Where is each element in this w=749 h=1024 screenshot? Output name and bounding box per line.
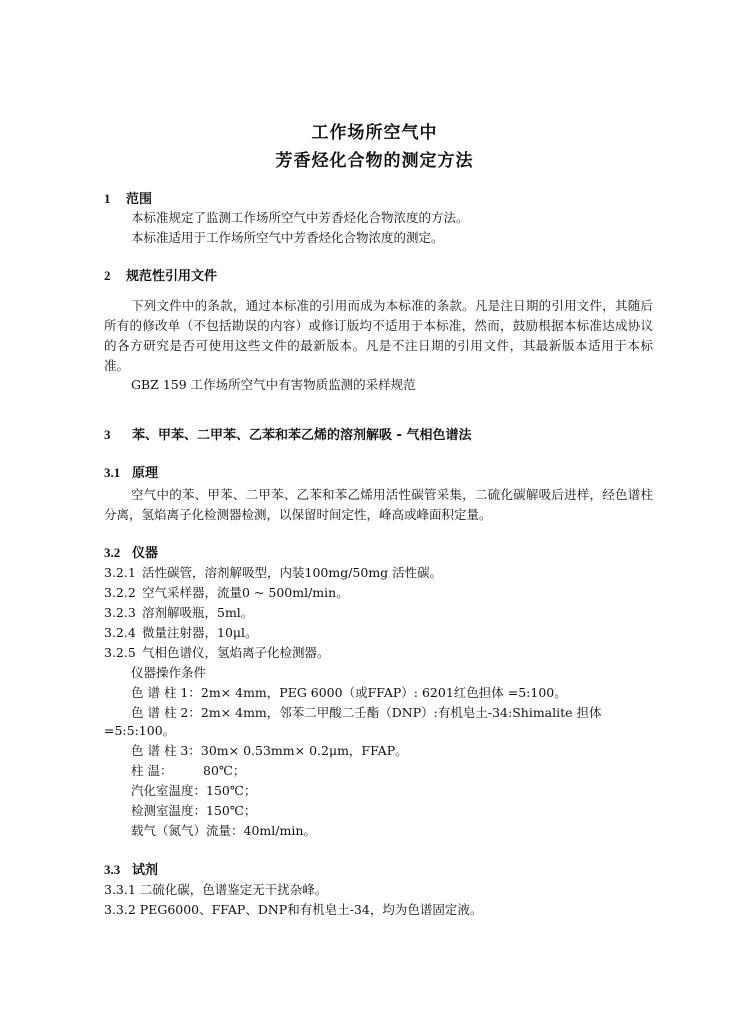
subsection-number: 3.1: [104, 465, 121, 480]
doc-title-line1: 工作场所空气中: [311, 123, 438, 143]
item-text: 微量注射器，10μl。: [142, 625, 258, 640]
item-text: PEG6000、FFAP、DNP和有机皂土-34，均为色谱固定液。: [139, 902, 483, 917]
carrier-gas-flow-value: 40ml/min。: [243, 823, 316, 838]
subsection-number: 3.2: [104, 545, 121, 560]
section-3-heading: [104, 426, 471, 445]
column-temperature-label: 柱 温：: [131, 763, 173, 778]
carrier-gas-flow: [131, 822, 316, 840]
column-temperature: [131, 762, 245, 780]
detector-temperature-value: 150℃；: [206, 803, 257, 818]
item-number: 3.3.1: [104, 882, 136, 897]
section-1-heading: [104, 190, 152, 209]
vaporizer-temperature-label: 汽化室温度：: [131, 783, 207, 798]
reagent-item: [104, 901, 482, 919]
vaporizer-temperature-value: 150℃；: [206, 783, 257, 798]
subsection-3-1-heading: [104, 464, 158, 483]
section-number: 1: [104, 191, 111, 206]
section-1-paragraph-1: 本标准规定了监测工作场所空气中芳香烃化合物浓度的方法。: [131, 210, 469, 225]
detector-temperature: [131, 802, 256, 820]
item-text: 空气采样器，流量0 ~ 500ml/min。: [142, 585, 349, 600]
item-number: 3.2.4: [104, 625, 136, 640]
section-number: 3: [104, 427, 111, 442]
column-2-spec-line2: =5:5:100。: [104, 723, 176, 738]
item-number: 3.2.3: [104, 605, 136, 620]
item-number: 3.2.1: [104, 565, 136, 580]
column-3-spec: 色 谱 柱 3：30m× 0.53mm× 0.2μm，FFAP。: [131, 743, 408, 758]
item-text: 气相色谱仪，氢焰离子化检测器。: [142, 645, 330, 660]
instrument-item: [104, 584, 349, 602]
column-temperature-value: 80℃；: [203, 763, 246, 778]
column-1-spec: 色 谱 柱 1：2m× 4mm，PEG 6000（或FFAP）: 6201红色担体 =5:100。: [131, 685, 567, 700]
subsection-title: 试剂: [132, 863, 159, 878]
section-2-heading: [104, 267, 217, 286]
section-number: 2: [104, 268, 111, 283]
instrument-item: [104, 604, 253, 622]
item-text: 溶剂解吸瓶，5ml。: [142, 605, 254, 620]
subsection-3-3-heading: [104, 861, 158, 880]
carrier-gas-flow-label: 载气（氮气）流量：: [131, 823, 244, 838]
doc-title-line2: 芳香烃化合物的测定方法: [275, 151, 474, 171]
item-text: 活性碳管，溶剂解吸型，内装100mg/50mg 活性碳。: [142, 565, 443, 580]
instrument-item: [104, 644, 330, 662]
subsection-3-2-heading: [104, 544, 158, 563]
section-title: 苯、甲苯、二甲苯、乙苯和苯乙烯的溶剂解吸 - 气相色谱法: [132, 428, 472, 443]
section-1-paragraph-2: 本标准适用于工作场所空气中芳香烃化合物浓度的测定。: [131, 230, 444, 245]
section-title: 范围: [126, 192, 153, 207]
reagent-item: [104, 881, 327, 899]
detector-temperature-label: 检测室温度：: [131, 803, 207, 818]
operating-conditions-label: 仪器操作条件: [131, 665, 207, 680]
item-number: 3.3.2: [104, 902, 136, 917]
section-2-paragraph: 下列文件中的条款，通过本标准的引用而成为本标准的条款。凡是注日期的引用文件，其随后所有的修改单（不包括勘误的内容）或修订版均不适用于本标准，然而，鼓励根据本标准达成协议的各方研究是否可使用这些文件的最新版本。凡是不注日期的引用文件，其最新版本适用于本标准。: [104, 298, 653, 373]
principle-paragraph: 空气中的苯、甲苯、二甲苯、乙苯和苯乙烯用活性碳管采集，二硫化碳解吸后进样，经色谱柱分离，氢焰离子化检测器检测，以保留时间定性，峰高或峰面积定量。: [104, 487, 653, 522]
item-text: 二硫化碳，色谱鉴定无干扰杂峰。: [139, 882, 328, 897]
column-2-spec-line1: 色 谱 柱 2：2m× 4mm，邻苯二甲酸二壬酯（DNP）:有机皂土-34:Shimalite 担体: [131, 705, 602, 720]
normative-reference: GBZ 159 工作场所空气中有害物质监测的采样规范: [131, 377, 416, 392]
instrument-item: [104, 564, 442, 582]
vaporizer-temperature: [131, 782, 256, 800]
subsection-title: 仪器: [132, 546, 159, 561]
section-title: 规范性引用文件: [126, 269, 218, 284]
instrument-item: [104, 624, 258, 642]
subsection-title: 原理: [132, 466, 159, 481]
subsection-number: 3.3: [104, 862, 121, 877]
item-number: 3.2.5: [104, 645, 136, 660]
item-number: 3.2.2: [104, 585, 136, 600]
